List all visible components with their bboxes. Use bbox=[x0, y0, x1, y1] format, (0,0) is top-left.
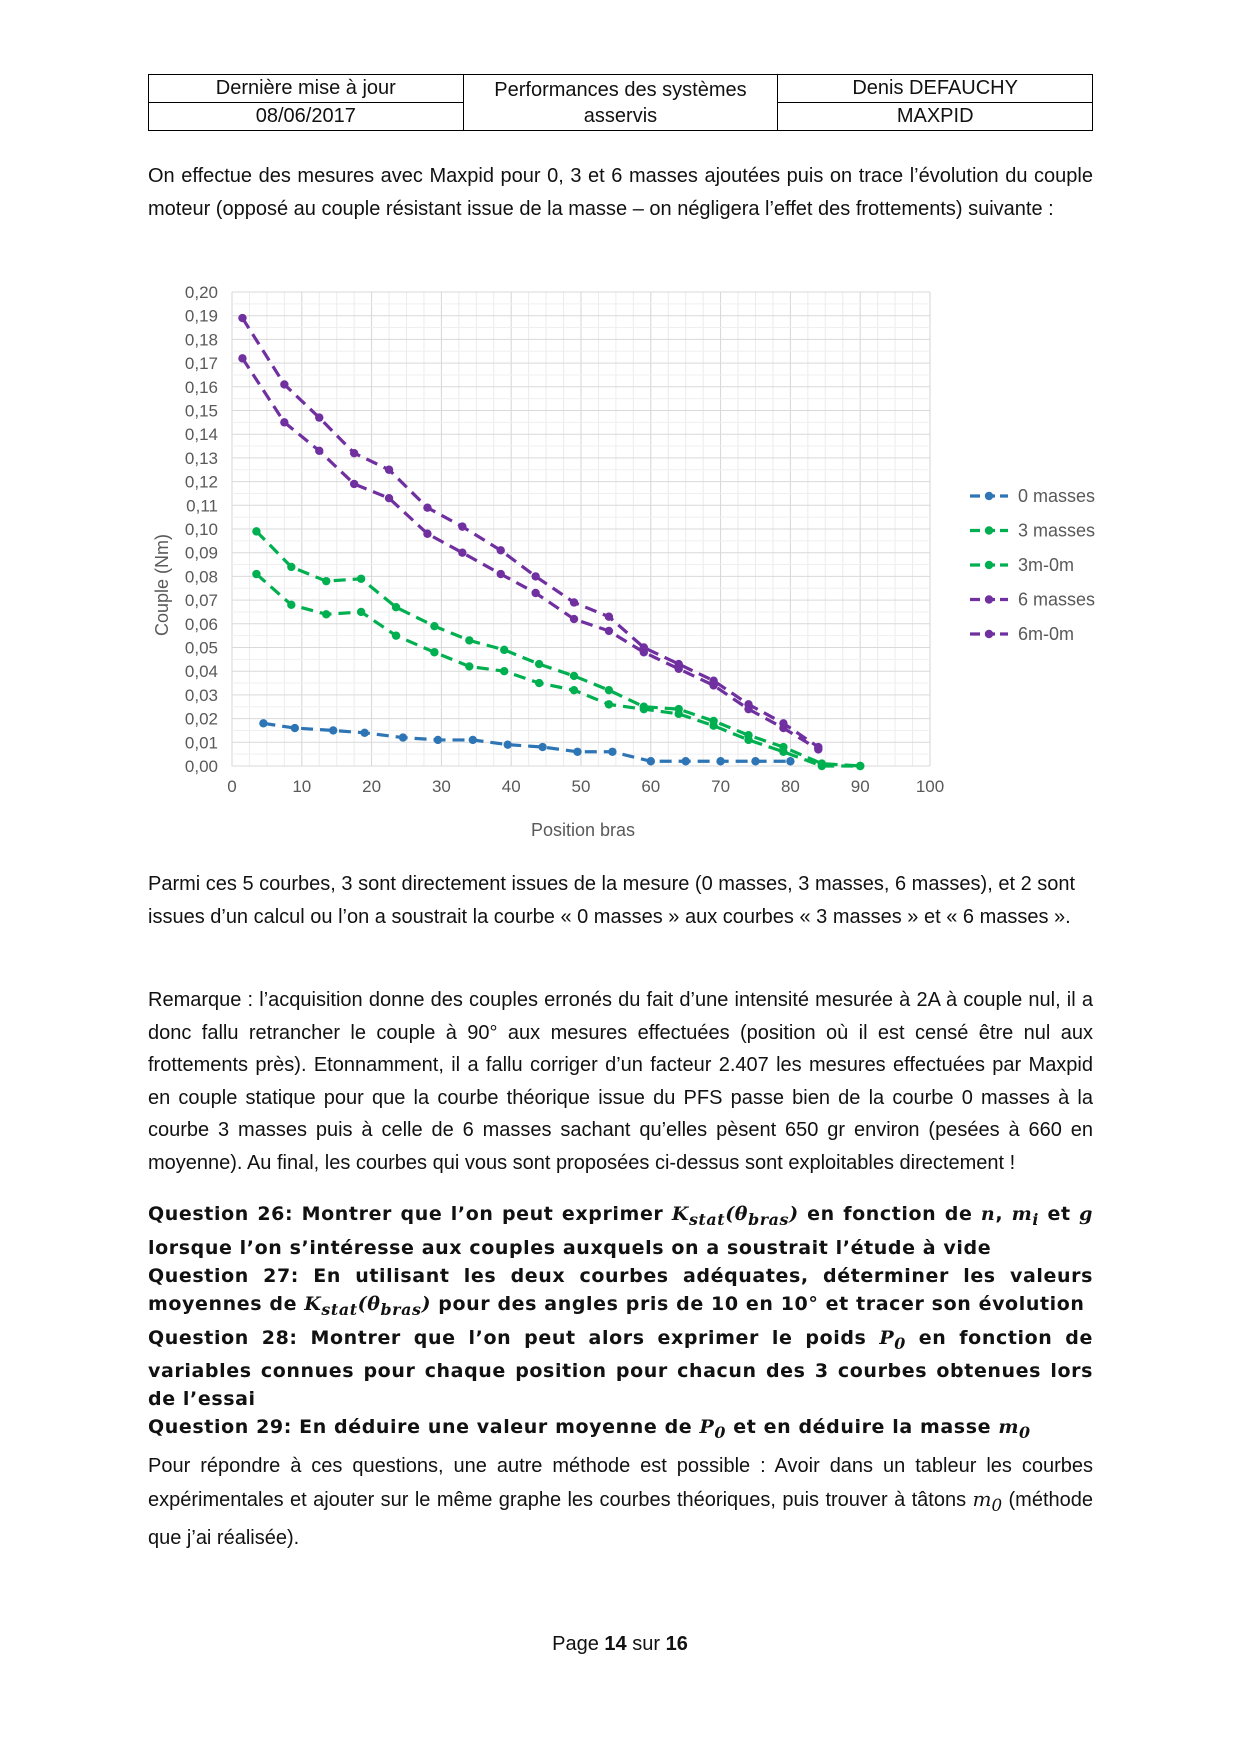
legend-label: 6 masses bbox=[1018, 589, 1096, 610]
question-27 bbox=[148, 1262, 1093, 1324]
m0-symbol: $m_0$ bbox=[998, 1416, 1031, 1443]
data-point bbox=[675, 665, 683, 673]
data-point bbox=[640, 648, 648, 656]
x-tick-label: 0 bbox=[227, 777, 237, 796]
y-tick-label: 0,19 bbox=[184, 306, 218, 326]
data-point bbox=[430, 648, 438, 656]
data-point bbox=[500, 667, 508, 675]
x-tick-labels bbox=[227, 777, 944, 796]
data-point bbox=[535, 660, 543, 668]
data-point bbox=[399, 733, 407, 741]
q29-text-b: et en déduire la masse bbox=[726, 1416, 999, 1439]
data-point bbox=[423, 530, 431, 538]
data-point bbox=[779, 748, 787, 756]
data-point bbox=[570, 686, 578, 694]
data-point bbox=[570, 672, 578, 680]
method-text: Pour répondre à ces questions, une autre méthode est possible : Avoir dans un tableur les courbes expérimentales et ajouter sur le même graphe les courbes théoriques, puis trouver à tâtons bbox=[148, 1455, 1093, 1511]
k-stat-symbol: $K_{stat}(\theta_{bras})$ bbox=[671, 1203, 799, 1229]
mi-symbol: $m_i$ bbox=[1011, 1203, 1039, 1229]
y-tick-label: 0,10 bbox=[184, 520, 218, 539]
data-point bbox=[280, 380, 288, 388]
q29-text-a: En déduire une valeur moyenne de bbox=[291, 1416, 700, 1439]
q26-text-c: et bbox=[1038, 1203, 1080, 1225]
data-point bbox=[423, 503, 431, 511]
g-symbol: g bbox=[1079, 1203, 1093, 1225]
updated-label: Dernière mise à jour bbox=[149, 75, 464, 103]
q27-label: Question 27: bbox=[148, 1264, 299, 1287]
data-point bbox=[716, 757, 724, 765]
data-point bbox=[744, 736, 752, 744]
data-point bbox=[350, 449, 358, 457]
couple-chart bbox=[140, 270, 1100, 850]
header-table bbox=[148, 74, 1093, 131]
x-tick-label: 20 bbox=[362, 777, 382, 796]
q29-label: Question 29: bbox=[148, 1416, 292, 1439]
question-29 bbox=[148, 1413, 1093, 1447]
data-point bbox=[252, 570, 260, 578]
data-point bbox=[682, 757, 690, 765]
data-point bbox=[385, 494, 393, 502]
y-tick-label: 0,04 bbox=[184, 662, 218, 682]
data-point bbox=[280, 418, 288, 426]
data-point bbox=[786, 757, 794, 765]
data-point bbox=[608, 748, 616, 756]
y-tick-label: 0,07 bbox=[184, 591, 218, 611]
data-point bbox=[357, 575, 365, 583]
data-point bbox=[458, 549, 466, 557]
q26-label: Question 26: bbox=[148, 1203, 294, 1225]
y-tick-label: 0,03 bbox=[184, 685, 218, 705]
data-point bbox=[573, 748, 581, 756]
data-point bbox=[315, 413, 323, 421]
method-paragraph bbox=[148, 1450, 1093, 1555]
y-tick-labels bbox=[185, 283, 218, 776]
legend-label: 3m-0m bbox=[1018, 555, 1075, 575]
chart-grid bbox=[232, 292, 930, 766]
data-point bbox=[675, 710, 683, 718]
data-point bbox=[605, 686, 613, 694]
title-line-1: Performances des systèmes bbox=[494, 78, 747, 101]
y-tick-label: 0,20 bbox=[184, 283, 218, 302]
data-point bbox=[287, 601, 295, 609]
q26-text-b: en fonction de bbox=[798, 1203, 981, 1225]
legend-label: 6m-0m bbox=[1018, 624, 1075, 644]
curves-paragraph: Parmi ces 5 courbes, 3 sont directement issues de la mesure (0 masses, 3 masses, 6 masses), et 2 sont issues d’un calcul ou l’on a soustrait la courbe « 0 masses » aux courbes « 3 masses » et « 6 masses ». bbox=[148, 873, 1076, 928]
project-name: MAXPID bbox=[778, 103, 1093, 131]
data-point bbox=[434, 736, 442, 744]
y-tick-label: 0,13 bbox=[184, 448, 218, 468]
data-point bbox=[287, 563, 295, 571]
data-point bbox=[531, 572, 539, 580]
data-point bbox=[497, 546, 505, 554]
question-28 bbox=[148, 1324, 1093, 1414]
data-point bbox=[329, 726, 337, 734]
data-point bbox=[259, 719, 267, 727]
data-point bbox=[856, 762, 864, 770]
legend-label: 0 masses bbox=[1018, 486, 1096, 506]
y-axis-label: Couple (Nm) bbox=[152, 533, 172, 637]
data-point bbox=[605, 700, 613, 708]
y-tick-label: 0,00 bbox=[184, 757, 218, 776]
x-tick-label: 100 bbox=[915, 777, 945, 796]
document-title bbox=[463, 75, 778, 131]
y-tick-label: 0,17 bbox=[184, 354, 218, 374]
x-axis-label: Position bras bbox=[530, 820, 636, 840]
remark-paragraph: Remarque : l’acquisition donne des couples erronés du fait d’une intensité mesurée à 2A à couple nul, il a donc fallu retrancher le couple à 90° aux mesures effectuées (position où il est censé être nul aux frottements près). Etonnamment, il a fallu corriger d’un facteur 2.407 les mesures effectuées par Maxpid en couple statique pour que la courbe théorique issue du PFS passe bien de la courbe 0 masses à la courbe 3 masses puis à celle de 6 masses sachant qu’elles pèsent 650 gr environ (pesées à 660 en moyenne). Au final, les courbes qui vous sont proposées ci-dessus sont exploitables directement ! bbox=[148, 989, 1093, 1174]
legend-swatch-marker bbox=[985, 630, 993, 638]
q27-text-b: pour des angles pris de 10 en 10° et tracer son évolution bbox=[431, 1292, 1085, 1315]
method-text-end: (méthode que j’ai réalisée). bbox=[148, 1488, 1093, 1549]
updated-date: 08/06/2017 bbox=[149, 103, 464, 131]
y-tick-label: 0,05 bbox=[184, 638, 218, 658]
data-point bbox=[647, 757, 655, 765]
x-tick-label: 90 bbox=[850, 777, 870, 796]
data-point bbox=[322, 610, 330, 618]
m0-symbol: $m_0$ bbox=[972, 1486, 1003, 1515]
data-point bbox=[360, 729, 368, 737]
chart-legend bbox=[970, 486, 1095, 644]
series-6-masses bbox=[238, 314, 822, 751]
p0-symbol: $P_0$ bbox=[699, 1416, 727, 1443]
q28-text-a: Montrer que l’on peut alors exprimer le poids bbox=[297, 1326, 880, 1349]
legend-item bbox=[970, 555, 1074, 575]
data-point bbox=[430, 622, 438, 630]
x-tick-label: 60 bbox=[641, 777, 661, 796]
data-point bbox=[500, 646, 508, 654]
y-tick-label: 0,08 bbox=[184, 567, 218, 587]
data-point bbox=[357, 608, 365, 616]
y-tick-label: 0,14 bbox=[184, 425, 218, 445]
title-line-2: asservis bbox=[583, 104, 658, 127]
data-point bbox=[315, 447, 323, 455]
data-point bbox=[538, 743, 546, 751]
x-tick-label: 50 bbox=[571, 777, 591, 796]
data-point bbox=[709, 722, 717, 730]
data-point bbox=[605, 612, 613, 620]
data-point bbox=[709, 681, 717, 689]
series-line bbox=[256, 574, 860, 766]
data-point bbox=[531, 589, 539, 597]
legend-swatch-marker bbox=[985, 561, 993, 569]
footer-page-total: 16 bbox=[665, 1633, 688, 1655]
legend-swatch-marker bbox=[985, 492, 993, 500]
x-tick-label: 30 bbox=[431, 777, 451, 796]
data-point bbox=[469, 736, 477, 744]
data-point bbox=[322, 577, 330, 585]
q28-text-b: en fonction de variables connues pour chaque position pour chacun des 3 courbes obtenues lors de l’essai bbox=[148, 1326, 1093, 1411]
questions-block bbox=[148, 1200, 1093, 1447]
data-point bbox=[385, 466, 393, 474]
p0-symbol: $P_0$ bbox=[879, 1326, 906, 1353]
intro-paragraph: On effectue des mesures avec Maxpid pour 0, 3 et 6 masses ajoutées puis on trace l’évolution du couple moteur (opposé au couple résistant issue de la masse – on négligera l’effet des frottements) suivante : bbox=[148, 165, 1093, 220]
data-point bbox=[465, 662, 473, 670]
y-tick-label: 0,02 bbox=[184, 709, 218, 729]
data-point bbox=[640, 705, 648, 713]
data-point bbox=[238, 314, 246, 322]
data-point bbox=[751, 757, 759, 765]
question-26: Question 26: Montrer que l’on peut exprimer $K_{stat}(\theta_{bras})$ en fonction de n, $m_i$ et g lorsque l’on s’intéresse aux couples auxquels on a soustrait l’étude à vide bbox=[148, 1203, 1093, 1259]
legend-swatch-marker bbox=[985, 595, 993, 603]
author: Denis DEFAUCHY bbox=[778, 75, 1093, 103]
data-point bbox=[252, 527, 260, 535]
y-tick-label: 0,01 bbox=[184, 733, 218, 753]
data-point bbox=[818, 762, 826, 770]
data-point bbox=[535, 679, 543, 687]
y-tick-label: 0,16 bbox=[184, 377, 218, 397]
chart-series bbox=[238, 314, 864, 770]
legend-item bbox=[970, 486, 1095, 506]
q26-text-a: Montrer que l’on peut exprimer bbox=[293, 1203, 672, 1225]
footer-page-word: Page bbox=[552, 1633, 599, 1655]
q28-label: Question 28: bbox=[148, 1326, 298, 1349]
y-tick-label: 0,06 bbox=[184, 614, 218, 634]
data-point bbox=[570, 598, 578, 606]
y-tick-label: 0,09 bbox=[184, 543, 218, 563]
y-tick-label: 0,12 bbox=[184, 472, 218, 492]
data-point bbox=[814, 745, 822, 753]
data-point bbox=[392, 603, 400, 611]
n-symbol: n bbox=[980, 1203, 996, 1225]
y-tick-label: 0,11 bbox=[186, 496, 218, 516]
data-point bbox=[497, 570, 505, 578]
data-point bbox=[458, 522, 466, 530]
x-tick-label: 40 bbox=[501, 777, 521, 796]
k-stat-symbol: $K_{stat}(\theta_{bras})$ bbox=[304, 1292, 432, 1319]
data-point bbox=[238, 354, 246, 362]
data-point bbox=[504, 740, 512, 748]
legend-item bbox=[970, 590, 1095, 610]
q27-text-a: En utilisant les deux courbes adéquates, déterminer les valeurs moyennes de bbox=[148, 1264, 1094, 1315]
q26-text-d: lorsque l’on s’intéresse aux couples auxquels on a soustrait l’étude à vide bbox=[148, 1236, 992, 1259]
legend-swatch-marker bbox=[985, 526, 993, 534]
legend-label: 3 masses bbox=[1018, 520, 1096, 541]
data-point bbox=[744, 705, 752, 713]
data-point bbox=[779, 724, 787, 732]
data-point bbox=[605, 627, 613, 635]
page-footer bbox=[0, 1633, 1240, 1656]
data-point bbox=[465, 636, 473, 644]
data-point bbox=[392, 631, 400, 639]
x-tick-label: 80 bbox=[780, 777, 800, 796]
data-point bbox=[291, 724, 299, 732]
x-tick-label: 10 bbox=[292, 777, 312, 796]
data-point bbox=[350, 480, 358, 488]
legend-item bbox=[970, 624, 1074, 644]
y-tick-label: 0,15 bbox=[184, 401, 218, 421]
y-tick-label: 0,18 bbox=[184, 330, 218, 350]
footer-page-number: 14 bbox=[604, 1633, 627, 1655]
legend-item bbox=[970, 521, 1095, 541]
x-tick-label: 70 bbox=[711, 777, 731, 796]
footer-of-word: sur bbox=[632, 1633, 661, 1655]
data-point bbox=[570, 615, 578, 623]
series-line bbox=[242, 358, 818, 749]
